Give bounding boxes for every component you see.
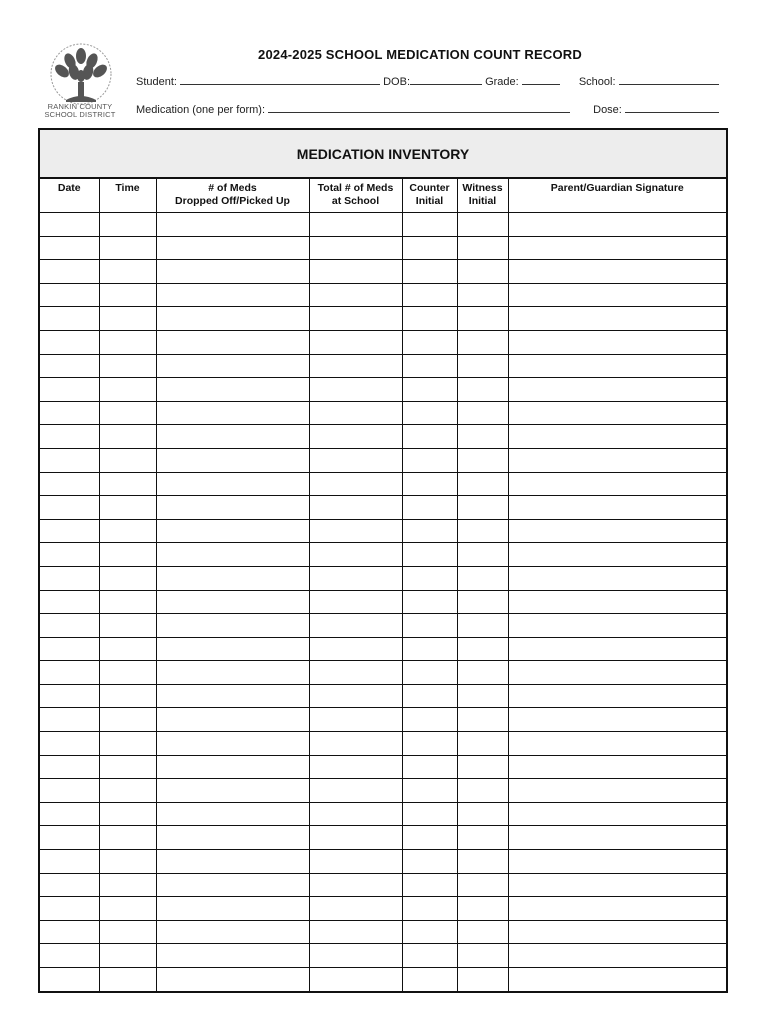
table-row (39, 566, 727, 590)
counter-initial-cell[interactable] (402, 614, 457, 638)
meds-dropped-cell[interactable] (156, 330, 309, 354)
date-cell[interactable] (39, 496, 99, 520)
date-cell[interactable] (39, 968, 99, 992)
counter-initial-cell[interactable] (402, 920, 457, 944)
signature-cell[interactable] (508, 307, 727, 331)
time-cell[interactable] (99, 330, 156, 354)
table-row (39, 637, 727, 661)
meds-dropped-cell[interactable] (156, 236, 309, 260)
table-row (39, 661, 727, 685)
total-meds-cell[interactable] (309, 944, 402, 968)
table-row (39, 448, 727, 472)
meds-dropped-cell[interactable] (156, 897, 309, 921)
date-cell[interactable] (39, 897, 99, 921)
total-meds-cell[interactable] (309, 543, 402, 567)
table-row (39, 425, 727, 449)
total-meds-cell[interactable] (309, 873, 402, 897)
meds-dropped-cell[interactable] (156, 684, 309, 708)
counter-initial-cell[interactable] (402, 330, 457, 354)
total-meds-cell[interactable] (309, 708, 402, 732)
total-meds-cell[interactable] (309, 330, 402, 354)
signature-cell[interactable] (508, 708, 727, 732)
date-cell[interactable] (39, 260, 99, 284)
date-cell[interactable] (39, 330, 99, 354)
signature-cell[interactable] (508, 920, 727, 944)
medication-info-row (136, 101, 728, 116)
inventory-table (38, 177, 728, 993)
student-info-row (136, 73, 728, 88)
time-cell[interactable] (99, 708, 156, 732)
witness-initial-cell[interactable] (457, 378, 508, 402)
col-header-total-meds: Total # of Meds at School (309, 178, 402, 213)
witness-initial-cell[interactable] (457, 708, 508, 732)
total-meds-cell[interactable] (309, 496, 402, 520)
signature-cell[interactable] (508, 354, 727, 378)
date-cell[interactable] (39, 944, 99, 968)
signature-cell[interactable] (508, 614, 727, 638)
meds-dropped-cell[interactable] (156, 755, 309, 779)
table-header-row (39, 178, 727, 213)
table-row (39, 330, 727, 354)
signature-cell[interactable] (508, 684, 727, 708)
col-header-counter-initial: Counter Initial (402, 178, 457, 213)
time-cell[interactable] (99, 307, 156, 331)
counter-initial-cell[interactable] (402, 826, 457, 850)
meds-dropped-cell[interactable] (156, 968, 309, 992)
total-meds-cell[interactable] (309, 519, 402, 543)
total-meds-cell[interactable] (309, 802, 402, 826)
date-cell[interactable] (39, 448, 99, 472)
total-meds-cell[interactable] (309, 826, 402, 850)
witness-initial-cell[interactable] (457, 779, 508, 803)
signature-cell[interactable] (508, 283, 727, 307)
col-header-meds-dropped: # of Meds Dropped Off/Picked Up (156, 178, 309, 213)
time-cell[interactable] (99, 213, 156, 237)
time-cell[interactable] (99, 283, 156, 307)
witness-initial-cell[interactable] (457, 543, 508, 567)
witness-initial-cell[interactable] (457, 968, 508, 992)
table-row (39, 590, 727, 614)
counter-initial-cell[interactable] (402, 897, 457, 921)
counter-initial-cell[interactable] (402, 401, 457, 425)
witness-initial-cell[interactable] (457, 637, 508, 661)
total-meds-cell[interactable] (309, 661, 402, 685)
date-cell[interactable] (39, 590, 99, 614)
counter-initial-cell[interactable] (402, 944, 457, 968)
date-cell[interactable] (39, 614, 99, 638)
date-cell[interactable] (39, 354, 99, 378)
table-row (39, 684, 727, 708)
witness-initial-cell[interactable] (457, 401, 508, 425)
time-cell[interactable] (99, 850, 156, 874)
total-meds-cell[interactable] (309, 260, 402, 284)
meds-dropped-cell[interactable] (156, 213, 309, 237)
witness-initial-cell[interactable] (457, 496, 508, 520)
date-cell[interactable] (39, 708, 99, 732)
signature-cell[interactable] (508, 519, 727, 543)
counter-initial-cell[interactable] (402, 850, 457, 874)
table-row (39, 873, 727, 897)
table-row (39, 897, 727, 921)
total-meds-cell[interactable] (309, 614, 402, 638)
total-meds-cell[interactable] (309, 637, 402, 661)
table-row (39, 283, 727, 307)
medication-label: Medication (one per form): (136, 104, 265, 116)
table-row (39, 307, 727, 331)
meds-dropped-cell[interactable] (156, 260, 309, 284)
counter-initial-cell[interactable] (402, 496, 457, 520)
table-row (39, 614, 727, 638)
table-body (39, 213, 727, 992)
time-cell[interactable] (99, 401, 156, 425)
date-cell[interactable] (39, 779, 99, 803)
counter-initial-cell[interactable] (402, 425, 457, 449)
date-cell[interactable] (39, 637, 99, 661)
witness-initial-cell[interactable] (457, 307, 508, 331)
total-meds-cell[interactable] (309, 684, 402, 708)
counter-initial-cell[interactable] (402, 732, 457, 756)
signature-cell[interactable] (508, 213, 727, 237)
signature-cell[interactable] (508, 496, 727, 520)
witness-initial-cell[interactable] (457, 826, 508, 850)
witness-initial-cell[interactable] (457, 944, 508, 968)
date-cell[interactable] (39, 873, 99, 897)
table-row (39, 519, 727, 543)
date-cell[interactable] (39, 425, 99, 449)
meds-dropped-cell[interactable] (156, 566, 309, 590)
witness-initial-cell[interactable] (457, 213, 508, 237)
witness-initial-cell[interactable] (457, 354, 508, 378)
counter-initial-cell[interactable] (402, 637, 457, 661)
meds-dropped-cell[interactable] (156, 496, 309, 520)
table-row (39, 732, 727, 756)
signature-cell[interactable] (508, 401, 727, 425)
signature-cell[interactable] (508, 802, 727, 826)
date-cell[interactable] (39, 661, 99, 685)
meds-dropped-cell[interactable] (156, 873, 309, 897)
dob-label: DOB: (383, 76, 411, 88)
time-cell[interactable] (99, 354, 156, 378)
date-cell[interactable] (39, 684, 99, 708)
signature-cell[interactable] (508, 873, 727, 897)
witness-initial-cell[interactable] (457, 590, 508, 614)
meds-dropped-cell[interactable] (156, 283, 309, 307)
meds-dropped-cell[interactable] (156, 543, 309, 567)
col-header-signature: Parent/Guardian Signature (508, 178, 727, 213)
total-meds-cell[interactable] (309, 354, 402, 378)
table-row (39, 850, 727, 874)
dose-label: Dose: (593, 104, 622, 116)
counter-initial-cell[interactable] (402, 543, 457, 567)
total-meds-cell[interactable] (309, 236, 402, 260)
witness-initial-cell[interactable] (457, 684, 508, 708)
meds-dropped-cell[interactable] (156, 425, 309, 449)
student-field[interactable] (180, 73, 380, 85)
medication-field[interactable] (268, 101, 570, 113)
date-cell[interactable] (39, 566, 99, 590)
meds-dropped-cell[interactable] (156, 779, 309, 803)
time-cell[interactable] (99, 755, 156, 779)
table-row (39, 968, 727, 992)
total-meds-cell[interactable] (309, 590, 402, 614)
table-row (39, 213, 727, 237)
date-cell[interactable] (39, 920, 99, 944)
total-meds-cell[interactable] (309, 566, 402, 590)
table-row (39, 378, 727, 402)
date-cell[interactable] (39, 755, 99, 779)
meds-dropped-cell[interactable] (156, 732, 309, 756)
meds-dropped-cell[interactable] (156, 920, 309, 944)
time-cell[interactable] (99, 378, 156, 402)
date-cell[interactable] (39, 519, 99, 543)
total-meds-cell[interactable] (309, 920, 402, 944)
school-field[interactable] (619, 73, 719, 85)
counter-initial-cell[interactable] (402, 448, 457, 472)
section-title: MEDICATION INVENTORY (296, 146, 470, 162)
student-label: Student: (136, 76, 177, 88)
counter-initial-cell[interactable] (402, 236, 457, 260)
time-cell[interactable] (99, 802, 156, 826)
counter-initial-cell[interactable] (402, 519, 457, 543)
meds-dropped-cell[interactable] (156, 802, 309, 826)
signature-cell[interactable] (508, 637, 727, 661)
time-cell[interactable] (99, 590, 156, 614)
time-cell[interactable] (99, 684, 156, 708)
counter-initial-cell[interactable] (402, 802, 457, 826)
total-meds-cell[interactable] (309, 897, 402, 921)
signature-cell[interactable] (508, 732, 727, 756)
table-row (39, 354, 727, 378)
meds-dropped-cell[interactable] (156, 708, 309, 732)
witness-initial-cell[interactable] (457, 566, 508, 590)
total-meds-cell[interactable] (309, 968, 402, 992)
date-cell[interactable] (39, 401, 99, 425)
witness-initial-cell[interactable] (457, 330, 508, 354)
witness-initial-cell[interactable] (457, 873, 508, 897)
signature-cell[interactable] (508, 968, 727, 992)
counter-initial-cell[interactable] (402, 378, 457, 402)
meds-dropped-cell[interactable] (156, 944, 309, 968)
witness-initial-cell[interactable] (457, 448, 508, 472)
witness-initial-cell[interactable] (457, 661, 508, 685)
table-row (39, 472, 727, 496)
time-cell[interactable] (99, 260, 156, 284)
counter-initial-cell[interactable] (402, 566, 457, 590)
time-cell[interactable] (99, 661, 156, 685)
signature-cell[interactable] (508, 897, 727, 921)
date-cell[interactable] (39, 307, 99, 331)
counter-initial-cell[interactable] (402, 213, 457, 237)
witness-initial-cell[interactable] (457, 897, 508, 921)
time-cell[interactable] (99, 543, 156, 567)
col-header-date: Date (39, 178, 99, 213)
time-cell[interactable] (99, 826, 156, 850)
time-cell[interactable] (99, 448, 156, 472)
witness-initial-cell[interactable] (457, 755, 508, 779)
witness-initial-cell[interactable] (457, 283, 508, 307)
counter-initial-cell[interactable] (402, 684, 457, 708)
signature-cell[interactable] (508, 330, 727, 354)
counter-initial-cell[interactable] (402, 708, 457, 732)
counter-initial-cell[interactable] (402, 779, 457, 803)
time-cell[interactable] (99, 732, 156, 756)
time-cell[interactable] (99, 236, 156, 260)
table-row (39, 779, 727, 803)
time-cell[interactable] (99, 968, 156, 992)
meds-dropped-cell[interactable] (156, 590, 309, 614)
signature-cell[interactable] (508, 755, 727, 779)
signature-cell[interactable] (508, 472, 727, 496)
counter-initial-cell[interactable] (402, 873, 457, 897)
time-cell[interactable] (99, 779, 156, 803)
witness-initial-cell[interactable] (457, 920, 508, 944)
meds-dropped-cell[interactable] (156, 614, 309, 638)
meds-dropped-cell[interactable] (156, 307, 309, 331)
total-meds-cell[interactable] (309, 213, 402, 237)
grade-field[interactable] (522, 73, 560, 85)
counter-initial-cell[interactable] (402, 472, 457, 496)
signature-cell[interactable] (508, 425, 727, 449)
date-cell[interactable] (39, 850, 99, 874)
counter-initial-cell[interactable] (402, 661, 457, 685)
signature-cell[interactable] (508, 944, 727, 968)
signature-cell[interactable] (508, 236, 727, 260)
time-cell[interactable] (99, 614, 156, 638)
total-meds-cell[interactable] (309, 378, 402, 402)
date-cell[interactable] (39, 802, 99, 826)
total-meds-cell[interactable] (309, 448, 402, 472)
dob-field[interactable] (410, 73, 482, 85)
col-header-time: Time (99, 178, 156, 213)
time-cell[interactable] (99, 496, 156, 520)
time-cell[interactable] (99, 873, 156, 897)
witness-initial-cell[interactable] (457, 614, 508, 638)
table-row (39, 755, 727, 779)
logo-caption: RANKIN COUNTY SCHOOL DISTRICT (44, 102, 116, 119)
witness-initial-cell[interactable] (457, 236, 508, 260)
date-cell[interactable] (39, 732, 99, 756)
signature-cell[interactable] (508, 378, 727, 402)
witness-initial-cell[interactable] (457, 519, 508, 543)
signature-cell[interactable] (508, 448, 727, 472)
time-cell[interactable] (99, 637, 156, 661)
date-cell[interactable] (39, 472, 99, 496)
date-cell[interactable] (39, 283, 99, 307)
table-row (39, 260, 727, 284)
counter-initial-cell[interactable] (402, 354, 457, 378)
table-row (39, 543, 727, 567)
table-row (39, 826, 727, 850)
counter-initial-cell[interactable] (402, 968, 457, 992)
total-meds-cell[interactable] (309, 401, 402, 425)
meds-dropped-cell[interactable] (156, 378, 309, 402)
table-row (39, 708, 727, 732)
signature-cell[interactable] (508, 661, 727, 685)
total-meds-cell[interactable] (309, 307, 402, 331)
total-meds-cell[interactable] (309, 850, 402, 874)
col-header-witness-initial: Witness Initial (457, 178, 508, 213)
meds-dropped-cell[interactable] (156, 519, 309, 543)
counter-initial-cell[interactable] (402, 260, 457, 284)
counter-initial-cell[interactable] (402, 283, 457, 307)
counter-initial-cell[interactable] (402, 590, 457, 614)
grade-label: Grade: (485, 76, 519, 88)
school-label: School: (578, 76, 616, 88)
meds-dropped-cell[interactable] (156, 637, 309, 661)
date-cell[interactable] (39, 543, 99, 567)
total-meds-cell[interactable] (309, 283, 402, 307)
total-meds-cell[interactable] (309, 732, 402, 756)
time-cell[interactable] (99, 566, 156, 590)
table-row (39, 920, 727, 944)
meds-dropped-cell[interactable] (156, 661, 309, 685)
meds-dropped-cell[interactable] (156, 448, 309, 472)
table-row (39, 401, 727, 425)
meds-dropped-cell[interactable] (156, 850, 309, 874)
signature-cell[interactable] (508, 260, 727, 284)
signature-cell[interactable] (508, 850, 727, 874)
page-title: 2024-2025 SCHOOL MEDICATION COUNT RECORD (258, 47, 582, 62)
table-row (39, 236, 727, 260)
counter-initial-cell[interactable] (402, 755, 457, 779)
witness-initial-cell[interactable] (457, 802, 508, 826)
table-row (39, 802, 727, 826)
time-cell[interactable] (99, 920, 156, 944)
meds-dropped-cell[interactable] (156, 354, 309, 378)
time-cell[interactable] (99, 519, 156, 543)
counter-initial-cell[interactable] (402, 307, 457, 331)
witness-initial-cell[interactable] (457, 425, 508, 449)
total-meds-cell[interactable] (309, 779, 402, 803)
meds-dropped-cell[interactable] (156, 826, 309, 850)
total-meds-cell[interactable] (309, 425, 402, 449)
time-cell[interactable] (99, 944, 156, 968)
signature-cell[interactable] (508, 543, 727, 567)
meds-dropped-cell[interactable] (156, 472, 309, 496)
meds-dropped-cell[interactable] (156, 401, 309, 425)
time-cell[interactable] (99, 897, 156, 921)
total-meds-cell[interactable] (309, 755, 402, 779)
date-cell[interactable] (39, 213, 99, 237)
time-cell[interactable] (99, 472, 156, 496)
date-cell[interactable] (39, 378, 99, 402)
signature-cell[interactable] (508, 590, 727, 614)
signature-cell[interactable] (508, 826, 727, 850)
signature-cell[interactable] (508, 566, 727, 590)
table-row (39, 944, 727, 968)
inventory-section-header (38, 128, 728, 179)
dose-field[interactable] (625, 101, 719, 113)
time-cell[interactable] (99, 425, 156, 449)
table-row (39, 496, 727, 520)
date-cell[interactable] (39, 826, 99, 850)
date-cell[interactable] (39, 236, 99, 260)
total-meds-cell[interactable] (309, 472, 402, 496)
signature-cell[interactable] (508, 779, 727, 803)
witness-initial-cell[interactable] (457, 472, 508, 496)
witness-initial-cell[interactable] (457, 850, 508, 874)
witness-initial-cell[interactable] (457, 732, 508, 756)
witness-initial-cell[interactable] (457, 260, 508, 284)
